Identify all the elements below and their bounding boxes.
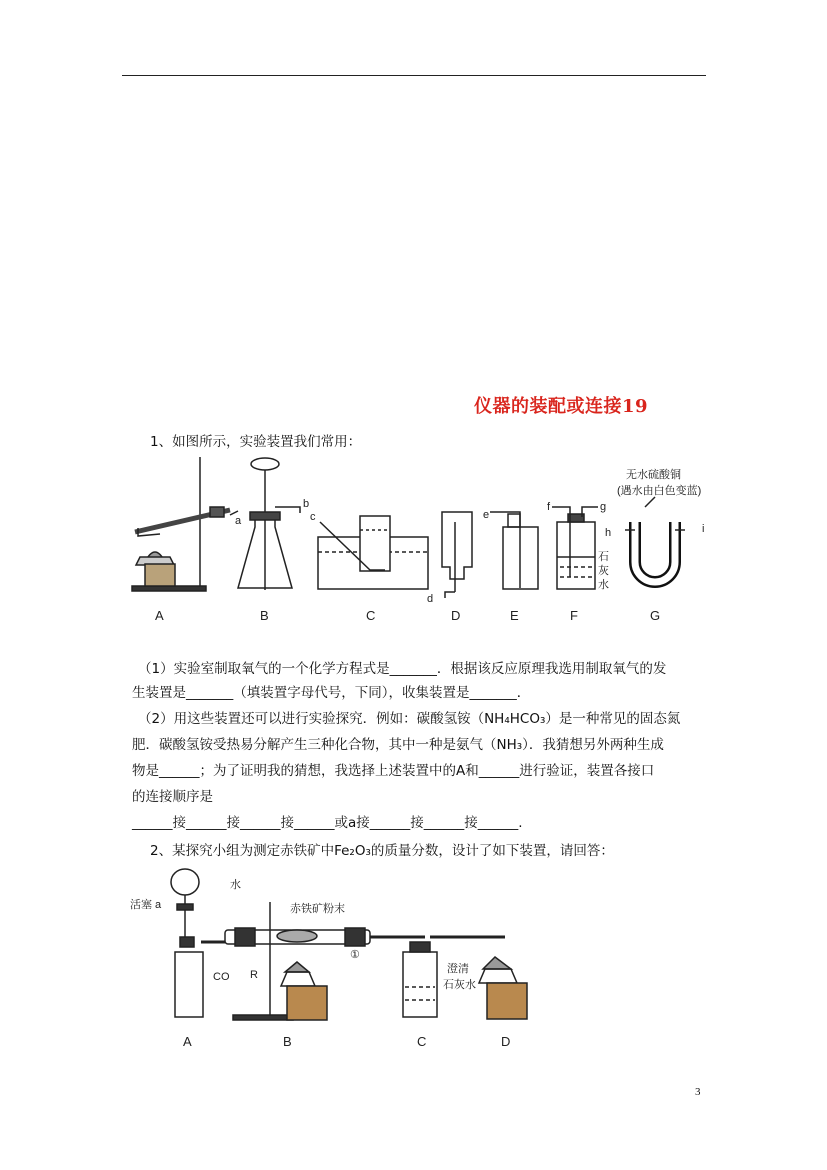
apparatus-d [442,512,472,598]
label-limewater-1: 石 [598,551,609,563]
label-a: A [155,608,164,623]
apparatus-g [625,497,685,582]
label-port-b: b [303,498,310,510]
apparatus-b [238,458,300,590]
label-2a: A [183,1034,192,1049]
label-f: F [570,608,578,623]
label-cuso4-2: (遇水由白色变蓝) [617,485,702,497]
q1-part2-line3: 物是______；为了证明我的猜想，我选择上述装置中的A和______进行验证，装置各接口 [132,763,655,779]
q1-part2-line2: 肥．碳酸氢铵受热易分解产生三种化合物，其中一种是氨气（NH₃）．我猜想另外两种生成 [132,737,664,753]
q1-part2-line4: 的连接顺序是 [132,789,213,805]
label-port-i: i [702,523,705,535]
q1-part2-line5: ______接______接______接______或a接______接______接______. [132,815,523,831]
apparatus-a [132,457,238,591]
question-2-intro: 2、某探究小组为测定赤铁矿中Fe₂O₃的质量分数，设计了如下装置，请回答： [150,843,614,859]
apparatus-c [318,516,428,589]
figure-2-apparatus [125,862,545,1052]
page-number: 3 [695,1086,701,1098]
apparatus-f [552,507,598,589]
apparatus-2a [171,869,225,1017]
q1-part1-line2: 生装置是_______（填装置字母代号，下同），收集装置是_______． [132,685,531,701]
header-rule [122,75,706,76]
label-port-g: g [600,501,607,513]
question-1-intro: 1、如图所示，实验装置我们常用： [150,434,362,450]
label-stopcock: 活塞 a [130,899,162,911]
label-clear: 澄清 [447,963,469,975]
label-c: C [366,608,376,623]
page-title: 仪器的装配或连接19 [474,396,649,417]
label-b: B [260,608,269,623]
label-2b: B [283,1034,292,1049]
label-co: CO [213,971,230,983]
label-r: R [250,969,258,981]
label-ore: 赤铁矿粉末 [290,903,345,915]
label-port-h: h [605,527,612,539]
apparatus-e [490,512,538,589]
label-water: 水 [230,879,241,891]
label-2c: C [417,1034,427,1049]
label-2d: D [501,1034,511,1049]
figure-1-apparatus [120,452,740,632]
label-circle-1: ① [350,949,360,961]
label-limewater-2: 灰 [598,565,609,577]
label-cuso4-1: 无水硫酸铜 [626,469,681,481]
label-port-f: f [547,501,551,513]
label-d: D [451,608,461,623]
apparatus-2b [225,902,425,1020]
apparatus-2d [479,957,527,1019]
label-limewater-3: 水 [598,579,609,591]
label-port-e: e [483,509,490,521]
label-port-d: d [427,593,434,605]
label-port-a: a [235,515,242,527]
label-e: E [510,608,519,623]
q1-part2-line1: （2）用这些装置还可以进行实验探究．例如：碳酸氢铵（NH₄HCO₃）是一种常见的固态氮 [138,711,681,727]
label-limewater: 石灰水 [443,979,476,991]
q1-part1-line1: （1）实验室制取氧气的一个化学方程式是_______．根据该反应原理我选用制取氧气的发 [138,661,667,677]
label-g: G [650,608,661,623]
label-port-c: c [310,511,316,523]
